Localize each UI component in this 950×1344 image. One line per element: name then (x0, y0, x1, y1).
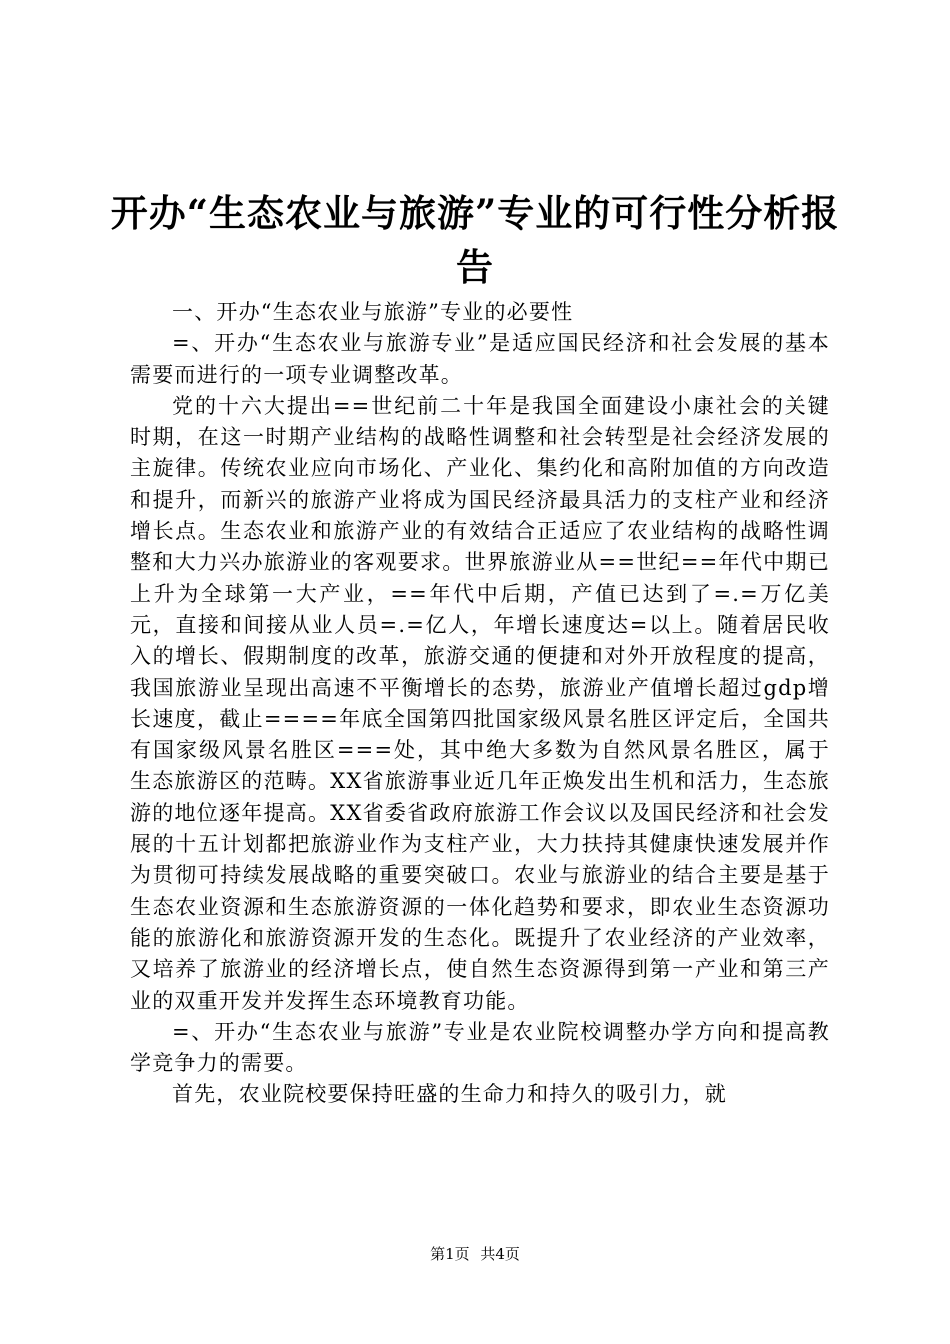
document-title: 开办“生态农业与旅游”专业的可行性分析报告 (110, 191, 840, 289)
body-paragraph: 党的十六大提出==世纪前二十年是我国全面建设小康社会的关键时期，在这一时期产业结构的战略性调整和社会转型是社会经济发展的主旋律。传统农业应向市场化、产业化、集约化和高附加值的方向改造和提升，而新兴的旅游产业将成为国民经济最具活力的支柱产业和经济增长点。生态农业和旅游产业的有效结合正适应了农业结构的战略性调整和大力兴办旅游业的客观要求。世界旅游业从==世纪==年代中期已上升为全球第一大产业，==年代中后期，产值已达到了=.=万亿美元，直接和间接从业人员=.=亿人，年增长速度达=以上。随着居民收入的增长、假期制度的改革，旅游交通的便捷和对外开放程度的提高，我国旅游业呈现出高速不平衡增长的态势，旅游业产值增长超过gdp增长速度，截止====年底全国第四批国家级风景名胜区评定后，全国共有国家级风景名胜区===处，其中绝大多数为自然风景名胜区，属于生态旅游区的范畴。XX省旅游事业近几年正焕发出生机和活力，生态旅游的地位逐年提高。XX省委省政府旅游工作会议以及国民经济和社会发展的十五计划都把旅游业作为支柱产业，大力扶持其健康快速发展并作为贯彻可持续发展战略的重要突破口。农业与旅游业的结合主要是基于生态农业资源和生态旅游资源的一体化趋势和要求，即农业生态资源功能的旅游化和旅游资源开发的生态化。既提升了农业经济的产业效率，又培养了旅游业的经济增长点，使自然生态资源得到第一产业和第三产业的双重开发并发挥生态环境教育功能。 (130, 393, 830, 1013)
page-number: 第1页 (430, 1245, 470, 1263)
section-heading: 一、开办“生态农业与旅游”专业的必要性 (172, 300, 574, 324)
document-body (130, 297, 830, 1111)
page-footer (0, 1244, 950, 1264)
page-total: 共4页 (480, 1245, 520, 1263)
body-paragraph: 首先，农业院校要保持旺盛的生命力和持久的吸引力，就 (172, 1082, 727, 1107)
body-paragraph: =、开办“生态农业与旅游”专业是农业院校调整办学方向和提高教学竞争力的需要。 (130, 1019, 830, 1076)
body-paragraph: =、开办“生态农业与旅游专业”是适应国民经济和社会发展的基本需要而进行的一项专业调整改革。 (130, 331, 830, 387)
